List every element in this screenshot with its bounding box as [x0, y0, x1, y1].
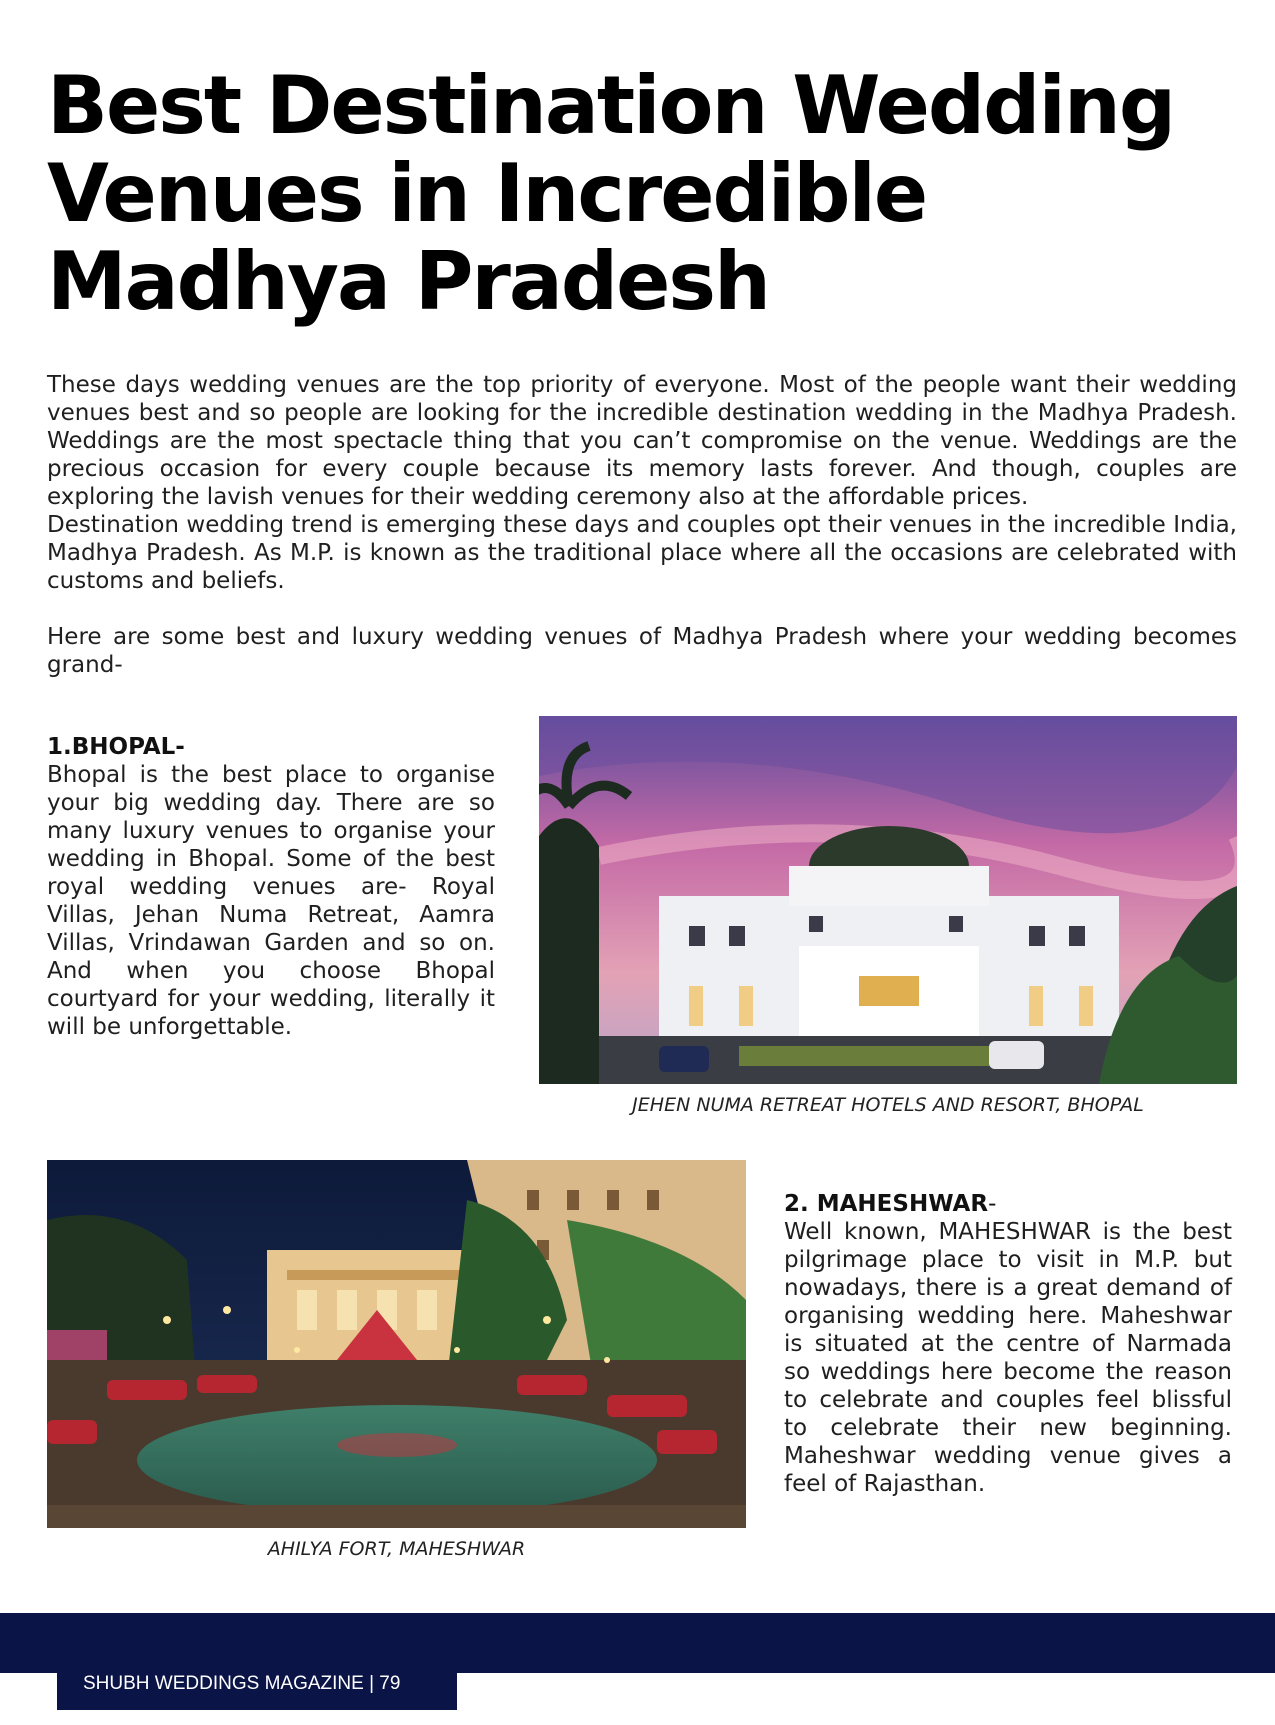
caption-jehan-numa: JEHEN NUMA RETREAT HOTELS AND RESORT, BHOPAL: [632, 1094, 1144, 1116]
photo-jehan-numa-illustration: [539, 716, 1237, 1084]
caption-ahilya-fort: AHILYA FORT, MAHESHWAR: [267, 1538, 526, 1560]
footer-label: SHUBH WEDDINGS MAGAZINE | 79: [57, 1664, 457, 1710]
page-title: Best Destination Wedding Venues in Incredible Madhya Pradesh: [47, 59, 1175, 328]
intro-paragraph-1: These days wedding venues are the top priority of everyone. Most of the people want their wedding venues best and so people are looking for the incredible destination wedding in the Madhya Pradesh. Weddings are the most spectacle thing that you can’t compromise on the venue. Weddings are the precious occasion for every couple because its memory lasts forever. And though, couples are exploring the lavish venues for their wedding ceremony also at the affordable prices.: [47, 372, 1237, 510]
photo-ahilya-fort-illustration: [47, 1160, 746, 1528]
section-maheshwar: [784, 1190, 1232, 1498]
section-text-bhopal: Bhopal is the best place to organise your big wedding day. There are so many luxury venues to organise your wedding in Bhopal. Some of the best royal wedding venues are- Royal Villas, Jehan Numa Retreat, Aamra Villas, Vrindawan Garden and so on. And when you choose Bhopal courtyard for your wedding, literally it will be unforgettable.: [47, 762, 495, 1040]
photo-jehan-numa-retreat: [539, 716, 1237, 1084]
section-heading-suffix: -: [988, 1191, 997, 1217]
intro-paragraph-3: Here are some best and luxury wedding venues of Madhya Pradesh where your wedding becomes grand-: [47, 624, 1237, 678]
section-heading-text: 1.BHOPAL-: [47, 734, 185, 760]
section-bhopal: [47, 733, 495, 1041]
section-heading-maheshwar: [784, 1190, 1232, 1218]
section-heading-bhopal: [47, 733, 495, 761]
intro-section: [47, 371, 1237, 679]
photo-ahilya-fort: [47, 1160, 746, 1528]
section-text-maheshwar: Well known, MAHESHWAR is the best pilgrimage place to visit in M.P. but nowadays, there is a great demand of organising wedding here. Maheshwar is situated at the centre of Narmada so weddings here become the reason to celebrate and couples feel blissful to celebrate their new beginning. Maheshwar wedding venue gives a feel of Rajasthan.: [784, 1219, 1232, 1497]
intro-paragraph-2: Destination wedding trend is emerging these days and couples opt their venues in the incredible India, Madhya Pradesh. As M.P. is known as the traditional place where all the occasions are celebrated with customs and beliefs.: [47, 512, 1237, 594]
section-heading-text: 2. MAHESHWAR: [784, 1191, 989, 1217]
